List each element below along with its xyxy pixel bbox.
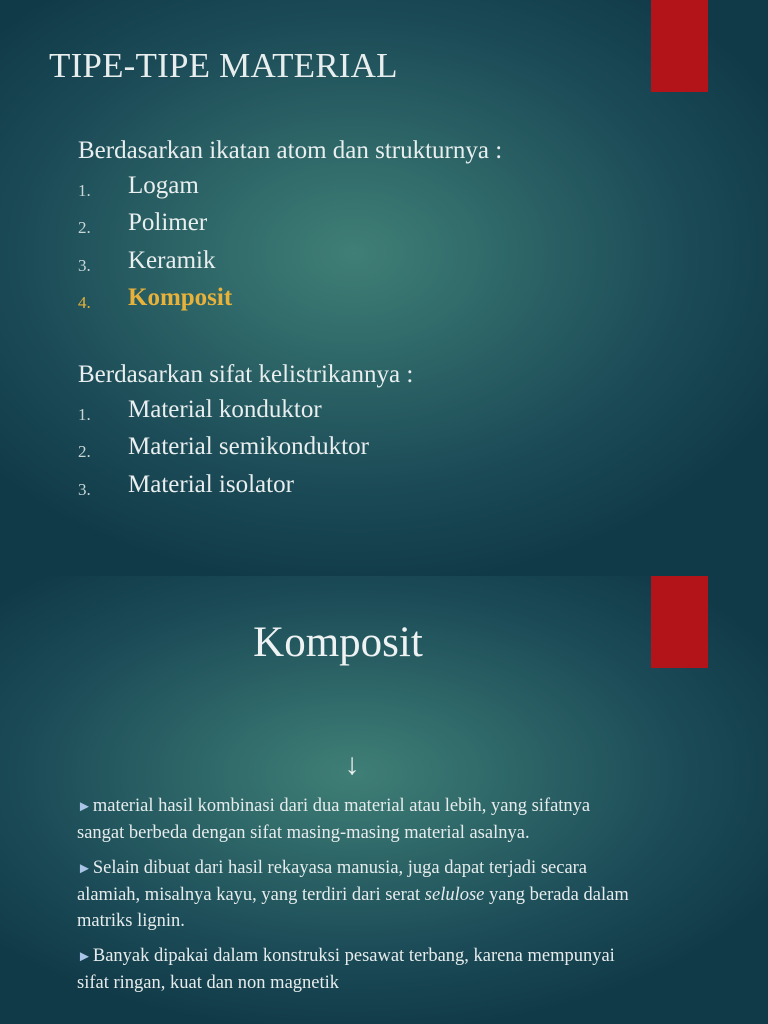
slide-title: TIPE-TIPE MATERIAL bbox=[49, 46, 398, 85]
down-arrow-icon: ↓ bbox=[344, 748, 360, 781]
list-number: 1. bbox=[78, 405, 91, 424]
bullet-item bbox=[77, 855, 637, 934]
bullet-list bbox=[77, 793, 637, 1005]
triangle-bullet-icon: ► bbox=[77, 799, 92, 815]
slide-komposit bbox=[0, 576, 768, 1024]
list-number: 3. bbox=[78, 255, 91, 275]
triangle-bullet-icon: ► bbox=[77, 861, 92, 877]
bullet-text-italic: selulose bbox=[424, 885, 485, 905]
section-heading-atomic: Berdasarkan ikatan atom dan strukturnya : bbox=[78, 137, 503, 164]
bullet-item bbox=[77, 943, 637, 996]
list-number: 3. bbox=[78, 479, 91, 499]
bullet-text: yang berada dalam matriks lignin. bbox=[77, 885, 629, 931]
list-label: Komposit bbox=[128, 284, 233, 312]
list-number: 1. bbox=[78, 181, 91, 200]
list-label: Material isolator bbox=[128, 470, 294, 498]
triangle-bullet-icon: ► bbox=[77, 949, 92, 965]
list-label: Keramik bbox=[128, 246, 216, 274]
list-number: 2. bbox=[78, 218, 91, 238]
list-number: 4. bbox=[78, 293, 91, 313]
slide-title: Komposit bbox=[253, 619, 423, 666]
list-label: Polimer bbox=[128, 209, 208, 237]
bullet-text: Selain dibuat dari hasil rekayasa manusia, juga dapat terjadi secara alamiah, misalnya kayu, yang terdiri dari serat bbox=[77, 858, 588, 905]
bullet-text: material hasil kombinasi dari dua material atau lebih, yang sifatnya sangat berbeda dengan sifat masing-masing material asalnya. bbox=[77, 796, 591, 843]
bullet-text: Banyak dipakai dalam konstruksi pesawat terbang, karena mempunyai sifat ringan, kuat dan non magnetik bbox=[77, 946, 615, 993]
list-label: Material konduktor bbox=[128, 396, 322, 423]
section-heading-electrical: Berdasarkan sifat kelistrikannya : bbox=[78, 361, 414, 388]
red-accent-tab bbox=[651, 0, 708, 92]
list-label: Material semikonduktor bbox=[128, 433, 369, 461]
list-label: Logam bbox=[128, 172, 199, 199]
bullet-item bbox=[77, 793, 637, 846]
list-number: 2. bbox=[78, 442, 91, 462]
